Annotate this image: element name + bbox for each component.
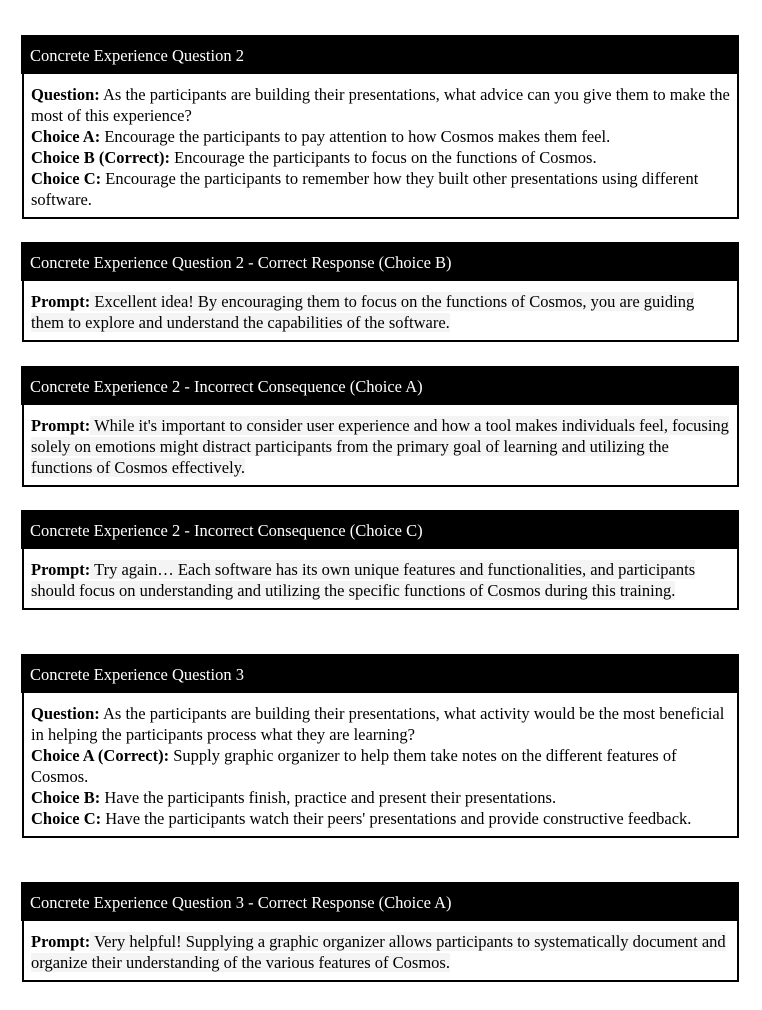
card-body xyxy=(22,693,739,838)
question-text: As the participants are building their presentations, what advice can you give them to make the most of this experience? xyxy=(31,85,730,125)
prompt-line xyxy=(31,415,731,478)
card-body xyxy=(22,405,739,487)
choice-text: Encourage the participants to focus on the functions of Cosmos. xyxy=(169,148,597,167)
prompt-text: Try again… Each software has its own unique features and functionalities, and participants should focus on understanding and utilizing the specific functions of Cosmos during this training. xyxy=(31,560,696,600)
choice-a xyxy=(31,745,731,787)
card-header: Concrete Experience Question 3 xyxy=(21,654,739,693)
choice-text: Have the participants watch their peers' presentations and provide constructive feedback. xyxy=(101,809,692,828)
prompt-label: Prompt: xyxy=(31,932,91,951)
prompt-line xyxy=(31,559,731,601)
choice-label: Choice B (Correct): xyxy=(31,148,170,167)
choice-text: Supply graphic organizer to help them take notes on the different features of Cosmos. xyxy=(31,746,677,786)
question-line xyxy=(31,703,731,745)
prompt-text: Very helpful! Supplying a graphic organizer allows participants to systematically document and organize their understanding of the various features of Cosmos. xyxy=(31,932,726,972)
choice-text: Encourage the participants to remember how they built other presentations using different software. xyxy=(31,169,699,209)
card-header: Concrete Experience Question 2 xyxy=(21,35,739,74)
choice-label: Choice C: xyxy=(31,169,102,188)
choice-c xyxy=(31,168,731,210)
card-body xyxy=(22,281,739,342)
prompt-line xyxy=(31,931,731,973)
choice-text: Have the participants finish, practice and present their presentations. xyxy=(100,788,557,807)
choice-b xyxy=(31,787,731,808)
prompt-text: Excellent idea! By encouraging them to focus on the functions of Cosmos, you are guiding them to explore and understand the capabilities of the software. xyxy=(31,292,695,332)
prompt-label: Prompt: xyxy=(31,560,91,579)
choice-b xyxy=(31,147,731,168)
prompt-line xyxy=(31,291,731,333)
choice-label: Choice B: xyxy=(31,788,101,807)
card-header: Concrete Experience Question 2 - Correct Response (Choice B) xyxy=(21,242,739,281)
question-label: Question: xyxy=(31,704,100,723)
question-card-q2 xyxy=(21,35,739,219)
question-line xyxy=(31,84,731,126)
response-card-q2-correct xyxy=(21,242,739,342)
question-text: As the participants are building their presentations, what activity would be the most beneficial in helping the participants process what they are learning? xyxy=(31,704,725,744)
card-header: Concrete Experience 2 - Incorrect Consequence (Choice C) xyxy=(21,510,739,549)
choice-label: Choice C: xyxy=(31,809,102,828)
consequence-card-q2-choice-a xyxy=(21,366,739,487)
prompt-label: Prompt: xyxy=(31,292,91,311)
prompt-text: While it's important to consider user experience and how a tool makes individuals feel, focusing solely on emotions might distract participants from the primary goal of learning and utilizing the functions of Cosmos effectively. xyxy=(31,416,729,477)
card-body xyxy=(22,549,739,610)
choice-label: Choice A (Correct): xyxy=(31,746,170,765)
choice-text: Encourage the participants to pay attention to how Cosmos makes them feel. xyxy=(100,127,611,146)
question-card-q3 xyxy=(21,654,739,838)
prompt-label: Prompt: xyxy=(31,416,91,435)
question-label: Question: xyxy=(31,85,100,104)
response-card-q3-correct xyxy=(21,882,739,982)
consequence-card-q2-choice-c xyxy=(21,510,739,610)
card-header: Concrete Experience 2 - Incorrect Consequence (Choice A) xyxy=(21,366,739,405)
choice-label: Choice A: xyxy=(31,127,101,146)
card-body xyxy=(22,74,739,219)
choice-c xyxy=(31,808,731,829)
card-header: Concrete Experience Question 3 - Correct Response (Choice A) xyxy=(21,882,739,921)
choice-a xyxy=(31,126,731,147)
card-body xyxy=(22,921,739,982)
